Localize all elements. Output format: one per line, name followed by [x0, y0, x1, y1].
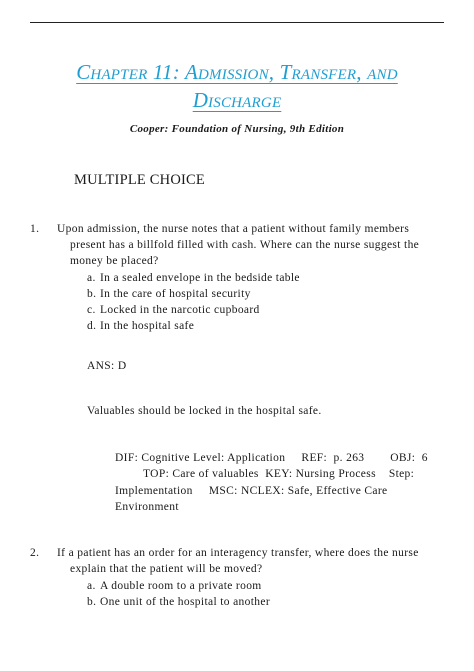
question-stem-line: Upon admission, the nurse notes that a patient without family members — [57, 223, 410, 235]
question-stem-line: explain that the patient will be moved? — [70, 563, 263, 575]
metadata-line: Environment — [115, 501, 179, 513]
option-letter: a. — [87, 580, 96, 592]
question-number: 2. — [30, 547, 40, 559]
question-number: 1. — [30, 223, 40, 235]
chapter-title-continued: Discharge — [192, 88, 282, 112]
section-heading: MULTIPLE CHOICE — [74, 172, 205, 188]
question-stem-line: money be placed? — [70, 255, 159, 267]
option-letter: c. — [87, 304, 96, 316]
option-letter: b. — [87, 596, 97, 608]
book-subtitle: Cooper: Foundation of Nursing, 9th Edition — [129, 123, 345, 135]
metadata-line: Implementation MSC: NCLEX: Safe, Effective Care — [115, 485, 388, 497]
question-stem-line: present has a billfold filled with cash. Where can the nurse suggest the — [70, 239, 420, 251]
chapter-title: Chapter 11: Admission, Transfer, and — [76, 60, 398, 84]
option-text: In a sealed envelope in the bedside table — [100, 272, 300, 284]
rationale: Valuables should be locked in the hospital safe. — [87, 405, 322, 417]
option-letter: d. — [87, 320, 97, 332]
question-stem-line: If a patient has an order for an interagency transfer, where does the nurse — [57, 547, 419, 559]
option-text: One unit of the hospital to another — [100, 596, 271, 608]
option-text: Locked in the narcotic cupboard — [100, 304, 260, 316]
option-text: In the care of hospital security — [100, 288, 251, 300]
answer-key: ANS: D — [87, 360, 127, 372]
option-letter: b. — [87, 288, 97, 300]
metadata-line: TOP: Care of valuables KEY: Nursing Process Step: — [143, 468, 415, 480]
top-rule — [30, 22, 444, 23]
option-text: A double room to a private room — [100, 580, 262, 592]
metadata-line: DIF: Cognitive Level: Application REF: p. 263 OBJ: 6 — [115, 452, 428, 464]
option-text: In the hospital safe — [100, 320, 195, 332]
option-letter: a. — [87, 272, 96, 284]
